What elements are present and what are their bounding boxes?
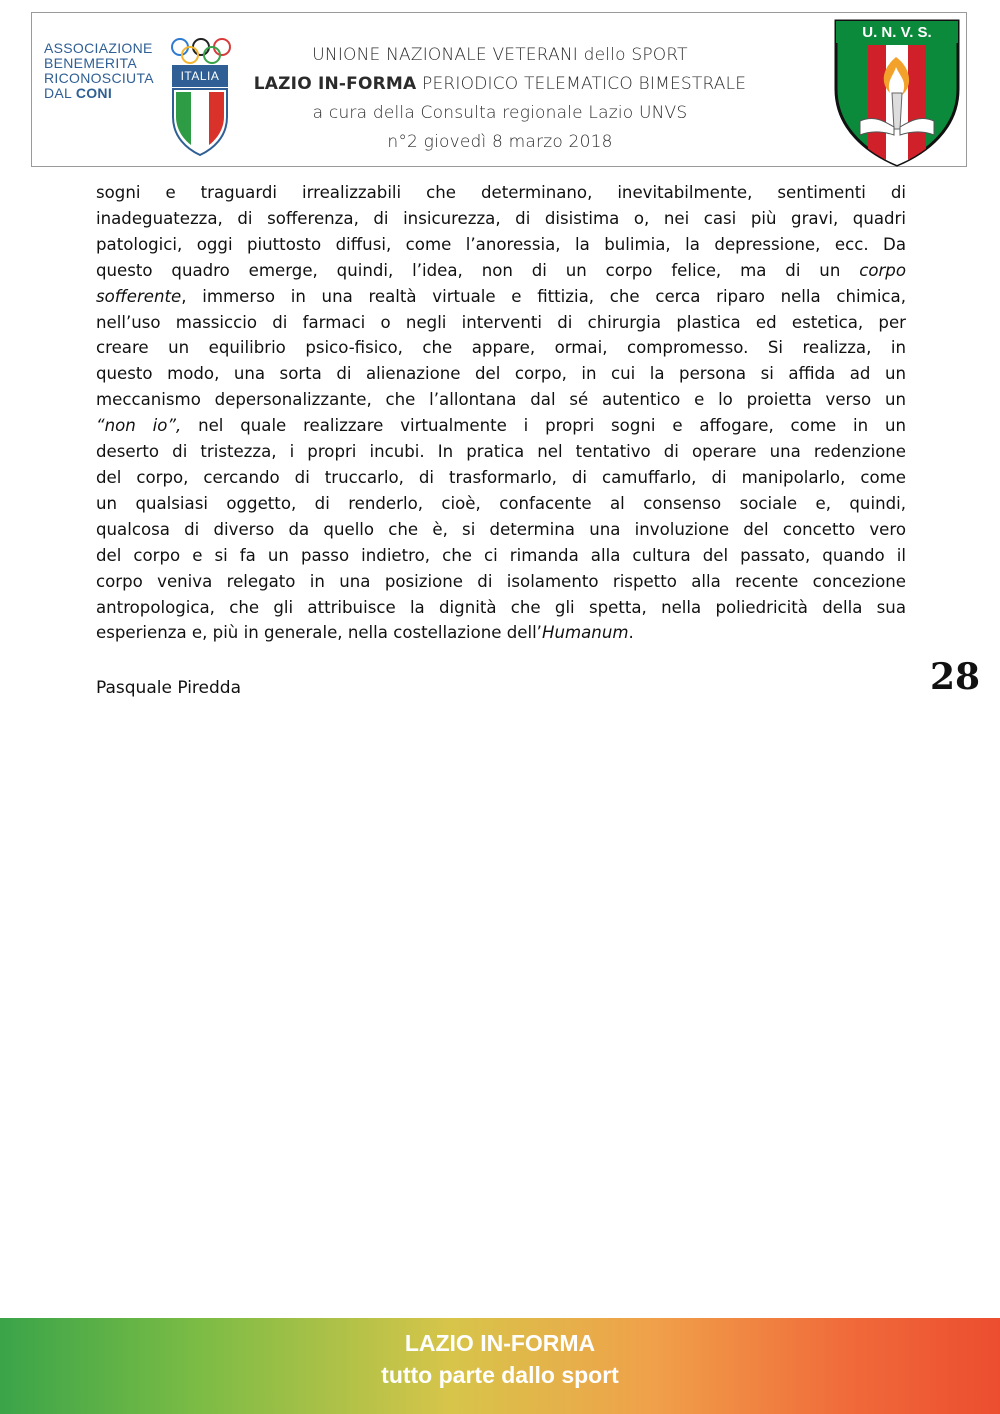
footer-title: LAZIO IN-FORMA <box>404 1330 596 1356</box>
title-line-1: UNIONE NAZIONALE VETERANI dello SPORT <box>312 45 688 65</box>
article-line: meccanismo depersonalizzante, che l’allontana dal sé autentico e lo proietta verso un <box>96 390 906 410</box>
title-line-3: a cura della Consulta regionale Lazio UNVS <box>312 103 688 123</box>
unvs-shield-logo <box>830 17 964 167</box>
italian-shield-icon <box>171 87 229 157</box>
footer-tagline: tutto parte dallo sport <box>381 1362 619 1388</box>
article-body <box>96 180 906 646</box>
page-footer <box>0 1318 1000 1414</box>
article-line: “non io”, nel quale realizzare virtualmente i propri sogni e affogare, come in un <box>96 416 907 436</box>
article-line: qualcosa di diverso da quello che è, si determina una involuzione del concetto vero <box>96 519 906 539</box>
article-line: esperienza e, più in generale, nella costellazione dell’Humanum. <box>96 623 634 643</box>
coni-logo <box>44 33 244 163</box>
coni-line-1: ASSOCIAZIONE <box>44 40 153 56</box>
coni-logo-text <box>44 41 174 101</box>
title-line-2: LAZIO IN-FORMA PERIODICO TELEMATICO BIMESTRALE <box>253 74 747 94</box>
author-signature: Pasquale Piredda <box>96 678 242 698</box>
page-number: 28 <box>930 656 981 698</box>
page-header <box>31 12 967 167</box>
olympic-rings-icon <box>170 37 232 65</box>
publication-title-block <box>232 41 768 157</box>
article-line: del corpo e si fa un passo indietro, che ci rimanda alla cultura del passato, quando il <box>96 545 906 565</box>
coni-line-3: RICONOSCIUTA <box>44 70 154 86</box>
article-line: creare un equilibrio psico-fisico, che appare, ormai, compromesso. Si realizza, in <box>96 338 906 358</box>
article-line: sogni e traguardi irrealizzabili che determinano, inevitabilmente, sentimenti di <box>96 183 906 202</box>
article-line: nell’uso massiccio di farmaci o negli interventi di chirurgia plastica ed estetica, per <box>96 312 906 332</box>
article-line: un qualsiasi oggetto, di renderlo, cioè, confacente al consenso sociale e, quindi, <box>96 493 906 513</box>
article-line: corpo veniva relegato in una posizione di isolamento rispetto alla recente concezione <box>96 571 906 591</box>
coni-line-4: DAL CONI <box>44 85 113 101</box>
unvs-label: U. N. V. S. <box>862 24 932 41</box>
article-line: questo modo, una sorta di alienazione del corpo, in cui la persona si affida ad un <box>96 364 906 384</box>
article-line: questo quadro emerge, quindi, l’idea, non di un corpo felice, ma di un corpo <box>96 260 906 280</box>
italia-badge: ITALIA <box>172 65 228 87</box>
article-line: patologici, oggi piuttosto diffusi, come l’anoressia, la bulimia, la depressione, ecc. Da <box>96 234 906 254</box>
article-line: del corpo, cercando di truccarlo, di trasformarlo, di camuffarlo, di manipolarlo, come <box>96 467 906 487</box>
coni-line-2: BENEMERITA <box>44 55 137 71</box>
title-line-4: n°2 giovedì 8 marzo 2018 <box>387 132 613 152</box>
article-line: antropologica, che gli attribuisce la dignità che gli spetta, nella poliedricità della sua <box>96 597 906 617</box>
article-line: sofferente, immerso in una realtà virtuale e fittizia, che cerca riparo nella chimica, <box>96 286 906 306</box>
article-line: deserto di tristezza, i propri incubi. In pratica nel tentativo di operare una redenzione <box>96 442 906 462</box>
article-line: inadeguatezza, di sofferenza, di insicurezza, di disistima o, nei casi più gravi, quadri <box>96 208 906 228</box>
